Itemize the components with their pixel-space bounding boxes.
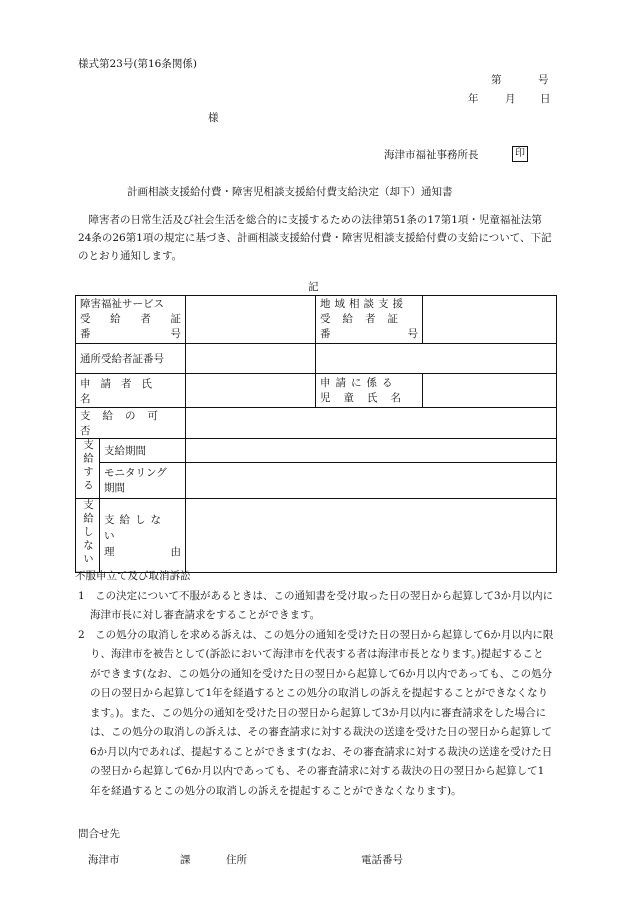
contact-phone: 電話番号 [361,854,403,866]
reason-value [186,499,557,573]
approval-label: 支給の可否 [76,408,186,439]
appeal-item-2: 2 この処分の取消しを求める訴えは、この処分の通知を受けた日の翌日から起算して6か月以内に限り、海津市を被告として(訴訟において海津市を代表する者は海津市長となります。)提起することができます(なお、この処分の通知を受けた日の翌日から起算して6か月以内であっても、この処分の日の翌日から起算して1年を経過するとこの処分の取消しの訴えを提起することができなくなります。)。また、この処分の通知を受けた日の翌日から起算して3か月以内に審査請求をした場合には、この処分の取消しの訴えは、その審査請求に対する裁決の送達を受けた日の翌日から起算して6か月以内であれば、提起することができます(なお、その審査請求に対する裁決の送達を受けた日の翌日から起算して6か月以内であっても、その審査請求に対する裁決の日の翌日から起算して1年を経過するとこの処分の取消しの訴えを提起することができなくなります)。 [78,628,554,797]
applicant-name-label: 申請者氏名 [76,374,186,408]
form-number: 様式第23号(第16条関係) [78,58,197,70]
doc-number-prefix: 第 [491,74,502,86]
contact-section: 課 [180,854,191,866]
official-seal: 印 [512,146,528,162]
period-label: 支給期間 [100,439,186,463]
service-cert-value [186,296,316,344]
approval-value [186,408,557,439]
contact-heading: 問合せ先 [78,828,120,840]
regional-cert-value [423,296,557,344]
approved-group-label: 支給する [76,439,100,499]
contact-address: 住所 [226,854,247,866]
period-value [186,439,557,463]
child-name-label: 申請に係る 児童氏名 [316,374,423,408]
reason-label: 支給しない 理 由 [100,499,186,573]
ki-mark: 記 [308,281,319,293]
decision-table [75,295,557,573]
service-cert-number-label: 番 号 [80,328,181,340]
date-month: 月 [505,93,516,105]
appeal-notes [75,567,554,801]
monitoring-value [186,463,557,499]
day-service-cert-blank [316,344,557,374]
appeal-heading: 不服申立て及び取消訴訟 [75,570,191,582]
sender-name: 海津市福祉事務所長 [384,149,479,161]
document-title: 計画相談支援給付費・障害児相談支援給付費支給決定（却下）通知書 [127,186,453,198]
contact-city: 海津市 [88,854,120,866]
monitoring-label: モニタリング 期間 [100,463,186,499]
denied-group-label: 支給しない [76,499,100,573]
appeal-item-1: 1 この決定について不服があるときは、この通知書を受け取った日の翌日から起算して3か月以内に海津市長に対し審査請求をすることができます。 [78,589,554,621]
day-service-cert-label: 通所受給者証番号 [76,344,186,374]
day-service-cert-value [186,344,316,374]
date-day: 日 [540,93,551,105]
applicant-name-value [186,374,316,408]
regional-cert-label: 地域相談支援 受給者証 番 号 [316,296,423,344]
service-cert-label: 障害福祉サービス 受 給 者 証 番 号 [76,296,186,344]
date-year: 年 [468,93,479,105]
intro-paragraph: 障害者の日常生活及び社会生活を総合的に支援するための法律第51条の17第1項・児童福祉法第24条の26第1項の規定に基づき、計画相談支援給付費・障害児相談支援給付費の支給について、下記のとおり通知します。 [78,214,552,262]
doc-number-suffix: 号 [538,74,549,86]
addressee-suffix: 様 [208,112,219,124]
child-name-value [423,374,557,408]
